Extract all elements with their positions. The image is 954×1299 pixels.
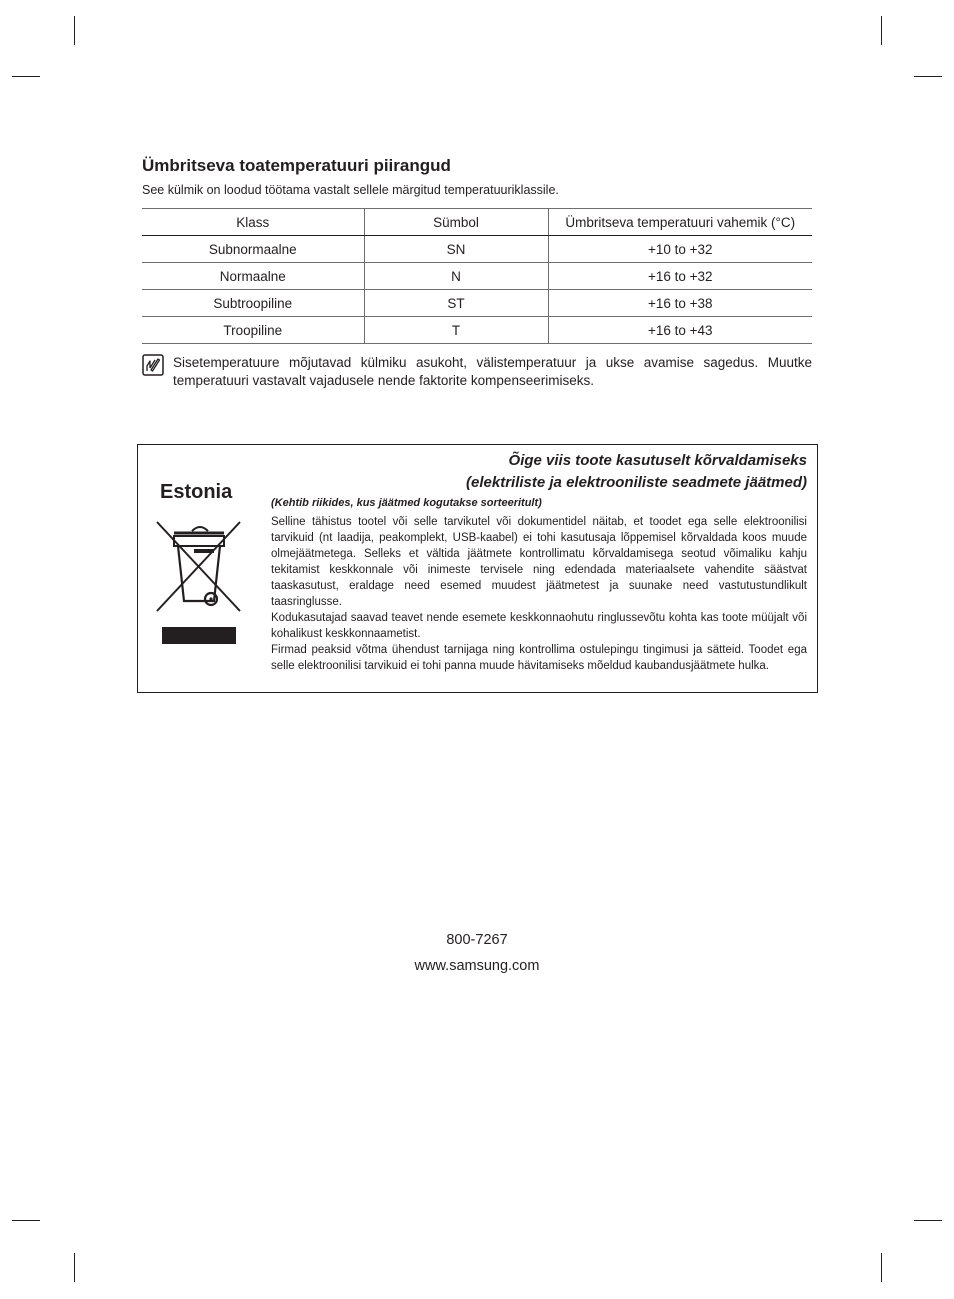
crop-mark [914,1220,942,1221]
table-cell: +16 to +32 [548,263,812,290]
table-cell: Troopiline [142,317,364,344]
crop-mark [881,1253,882,1282]
table-row [142,317,812,344]
contact-website: www.samsung.com [414,958,540,974]
section-intro: See külmik on loodud töötama vastalt sellele märgitud temperatuuriklassile. [142,183,559,197]
disposal-paragraph: Firmad peaksid võtma ühendust tarnijaga ning kontrollima ostulepingu tingimusi ja sätteid. Toodet ega selle elektroonilisi tarvikuid ei tohi panna muude hävitamiseks mõeldud kaubandusjäätmete hulka. [271,644,807,672]
crop-mark [12,1220,40,1221]
disposal-heading-line: (elektriliste ja elektrooniliste seadmete jäätmed) [466,474,807,491]
table-cell: +10 to +32 [548,236,812,263]
disposal-heading-line: Õige viis toote kasutuselt kõrvaldamiseks [508,452,807,469]
temperature-class-table [142,208,812,344]
table-cell: ST [364,290,548,317]
table-header: Sümbol [364,209,548,236]
disposal-subheading: (Kehtib riikides, kus jäätmed kogutakse sorteeritult) [271,497,542,509]
table-cell: Normaalne [142,263,364,290]
disposal-notice-box [137,444,818,693]
section-title: Ümbritseva toatemperatuuri piirangud [142,156,451,175]
disposal-paragraph: Selline tähistus tootel või selle tarvikutel või dokumentidel näitab, et toodet ega selle elektroonilisi tarvikuid (nt laadija, peakomplekt, USB-kaabel) ei tohi kasutusaja lõppemisel kõrvaldada koos muude olmejäätmetega. Selleks et vältida jäätmete kontrollimatu kõrvaldamisega seotud võimaliku kahju tekitamist keskkonnale või inimeste tervisele ning edendada materiaalsete vahendite säästvat taaskasutust, eraldage need esemed muudest jäätmetest ja suunake need vastutustundlikult taasringlusse. [271,516,807,608]
table-header: Klass [142,209,364,236]
crop-mark [914,76,942,77]
table-row [142,236,812,263]
weee-black-bar [162,627,236,644]
crop-mark [12,76,40,77]
table-row [142,263,812,290]
crop-mark [74,1253,75,1282]
table-cell: T [364,317,548,344]
crop-mark [74,16,75,45]
table-header: Ümbritseva temperatuuri vahemik (°C) [548,209,812,236]
country-label: Estonia [160,481,233,503]
table-cell: Subtroopiline [142,290,364,317]
crop-mark [881,16,882,45]
weee-crossed-bin-icon [154,519,246,615]
table-row [142,290,812,317]
disposal-heading [247,450,807,494]
contact-info [0,927,954,979]
table-cell: SN [364,236,548,263]
table-cell: +16 to +38 [548,290,812,317]
disposal-paragraph: Kodukasutajad saavad teavet nende esemete keskkonnaohutu ringlussevõtu kohta kas toote müüjalt või kohalikust keskkonnaametist. [271,612,807,640]
table-header-row [142,209,812,236]
table-cell: +16 to +43 [548,317,812,344]
contact-phone: 800-7267 [446,932,508,948]
table-cell: N [364,263,548,290]
note-pencil-icon [142,354,164,376]
table-cell: Subnormaalne [142,236,364,263]
note-text: Sisetemperatuure mõjutavad külmiku asukoht, välistemperatuur ja ukse avamise sagedus. Muutke temperatuuri vastavalt vajadusele nende faktorite kompenseerimiseks. [173,355,812,388]
